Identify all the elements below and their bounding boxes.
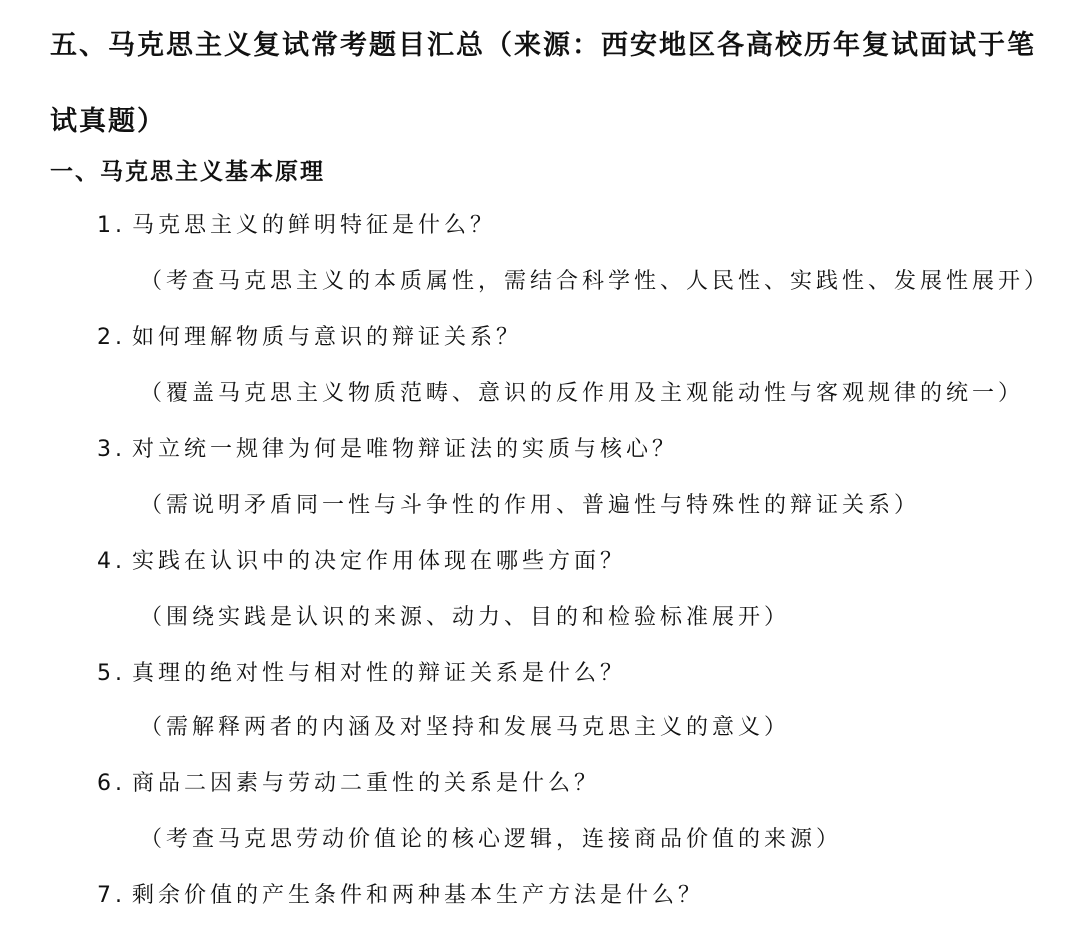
question-note: （覆盖马克思主义物质范畴、意识的反作用及主观能动性与客观规律的统一） (140, 381, 1025, 406)
question-number: 3. (97, 437, 126, 462)
question-note: （考查马克思劳动价值论的核心逻辑，连接商品价值的来源） (140, 827, 843, 852)
question-item (97, 654, 626, 694)
question-text: 如何理解物质与意识的辩证关系？ (132, 325, 523, 350)
section-heading: 一、马克思主义基本原理 (50, 159, 325, 185)
question-item (97, 430, 678, 470)
question-number: 4. (97, 549, 126, 574)
question-number: 1. (97, 213, 126, 238)
question-note: （需解释两者的内涵及对坚持和发展马克思主义的意义） (140, 715, 791, 740)
document-title: 五、马克思主义复试常考题目汇总（来源：西安地区各高校历年复试面试于笔试真题） (50, 30, 1036, 137)
question-number: 5. (97, 661, 126, 686)
question-number: 7. (97, 883, 126, 908)
question-item (97, 764, 600, 804)
question-item (97, 876, 704, 916)
question-item (97, 206, 496, 246)
question-item (97, 542, 626, 582)
question-text: 实践在认识中的决定作用体现在哪些方面？ (132, 549, 627, 574)
question-number: 6. (97, 771, 126, 796)
question-text: 商品二因素与劳动二重性的关系是什么？ (132, 771, 601, 796)
question-note: （围绕实践是认识的来源、动力、目的和检验标准展开） (140, 605, 791, 630)
question-text: 马克思主义的鲜明特征是什么？ (132, 213, 497, 238)
question-note: （需说明矛盾同一性与斗争性的作用、普遍性与特殊性的辩证关系） (140, 493, 921, 518)
question-text: 对立统一规律为何是唯物辩证法的实质与核心？ (132, 437, 679, 462)
question-text: 真理的绝对性与相对性的辩证关系是什么？ (132, 661, 627, 686)
question-number: 2. (97, 325, 126, 350)
question-note: （考查马克思主义的本质属性，需结合科学性、人民性、实践性、发展性展开） (140, 269, 1051, 294)
question-text: 剩余价值的产生条件和两种基本生产方法是什么？ (132, 883, 705, 908)
question-item (97, 318, 522, 358)
